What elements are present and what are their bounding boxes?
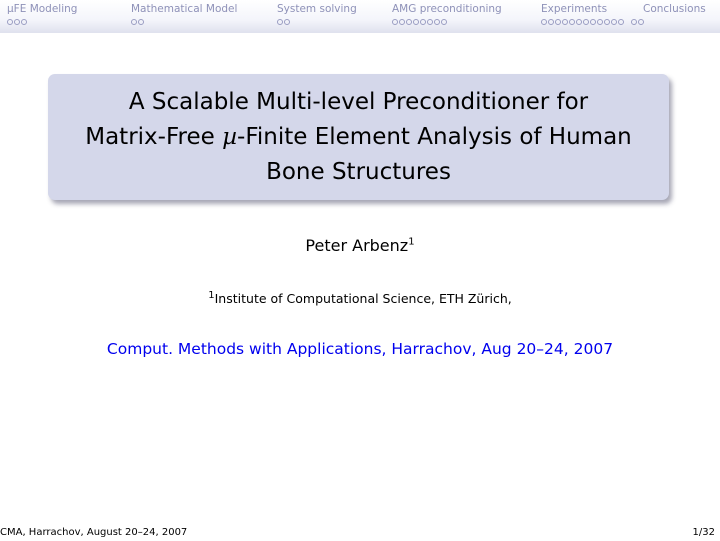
nav-section-conclusions[interactable] xyxy=(643,3,706,15)
title-line-2-suffix: -Finite Element Analysis of Human xyxy=(237,124,632,150)
frame-dot[interactable] xyxy=(392,19,398,25)
mu-symbol: µ xyxy=(222,124,238,150)
nav-section-label[interactable]: System solving xyxy=(277,3,357,15)
nav-section-label[interactable]: µFE Modeling xyxy=(7,3,78,15)
nav-section-amg-preconditioning[interactable] xyxy=(392,3,502,27)
title-line-3: Bone Structures xyxy=(266,159,451,185)
frame-dot[interactable] xyxy=(7,19,13,25)
title-line-1: A Scalable Multi-level Preconditioner for xyxy=(128,89,589,115)
page-number: 1/32 xyxy=(692,527,715,538)
nav-section-mathematical-model[interactable] xyxy=(131,3,237,27)
nav-section-fe-modeling[interactable] xyxy=(7,3,77,27)
footer-event: CMA, Harrachov, August 20–24, 2007 xyxy=(0,527,188,538)
frame-dot[interactable] xyxy=(562,19,568,25)
nav-frame-dots xyxy=(131,19,237,27)
nav-frame-dots xyxy=(277,19,357,27)
frame-dot[interactable] xyxy=(590,19,596,25)
frame-dot[interactable] xyxy=(569,19,575,25)
frame-dot[interactable] xyxy=(21,19,27,25)
institute-affiliation-mark: 1 xyxy=(208,290,215,301)
nav-section-label[interactable]: AMG preconditioning xyxy=(392,3,502,15)
nav-section-label[interactable]: Mathematical Model xyxy=(131,3,238,15)
frame-dot[interactable] xyxy=(638,19,644,25)
nav-frame-dots xyxy=(392,19,502,27)
frame-dot[interactable] xyxy=(631,19,637,25)
title-line-2 xyxy=(48,120,669,155)
frame-dot[interactable] xyxy=(277,19,283,25)
frame-dot[interactable] xyxy=(14,19,20,25)
frame-dot[interactable] xyxy=(576,19,582,25)
nav-section-system-solving[interactable] xyxy=(277,3,357,27)
nav-frame-dots xyxy=(7,19,77,27)
title-block xyxy=(48,74,669,200)
frame-dot[interactable] xyxy=(604,19,610,25)
frame-dot[interactable] xyxy=(413,19,419,25)
frame-dot[interactable] xyxy=(131,19,137,25)
author-name: Peter Arbenz xyxy=(305,236,409,255)
frame-dot[interactable] xyxy=(427,19,433,25)
frame-dot[interactable] xyxy=(583,19,589,25)
frame-dot[interactable] xyxy=(618,19,624,25)
frame-dot[interactable] xyxy=(420,19,426,25)
institute xyxy=(0,290,720,306)
frame-dot[interactable] xyxy=(548,19,554,25)
nav-section-experiments[interactable] xyxy=(541,3,645,27)
title-line-2-prefix: Matrix-Free xyxy=(85,124,223,150)
nav-frame-dots xyxy=(541,19,645,27)
frame-dot[interactable] xyxy=(434,19,440,25)
frame-dot[interactable] xyxy=(406,19,412,25)
presentation-title xyxy=(48,85,669,190)
event-name[interactable]: Comput. Methods with Applications, Harrachov, Aug 20–24, 2007 xyxy=(106,340,614,358)
section-navigation-bar xyxy=(0,0,720,33)
author-affiliation-mark: 1 xyxy=(408,236,415,248)
frame-dot[interactable] xyxy=(441,19,447,25)
frame-dot[interactable] xyxy=(597,19,603,25)
frame-dot[interactable] xyxy=(555,19,561,25)
author xyxy=(0,236,720,255)
frame-dot[interactable] xyxy=(611,19,617,25)
frame-dot[interactable] xyxy=(284,19,290,25)
institute-name: Institute of Computational Science, ETH Zürich, xyxy=(214,291,512,307)
nav-section-label[interactable]: Experiments xyxy=(541,3,608,15)
frame-dot[interactable] xyxy=(399,19,405,25)
frame-dot[interactable] xyxy=(138,19,144,25)
nav-section-label[interactable]: Conclusions xyxy=(643,3,706,15)
frame-dot[interactable] xyxy=(541,19,547,25)
